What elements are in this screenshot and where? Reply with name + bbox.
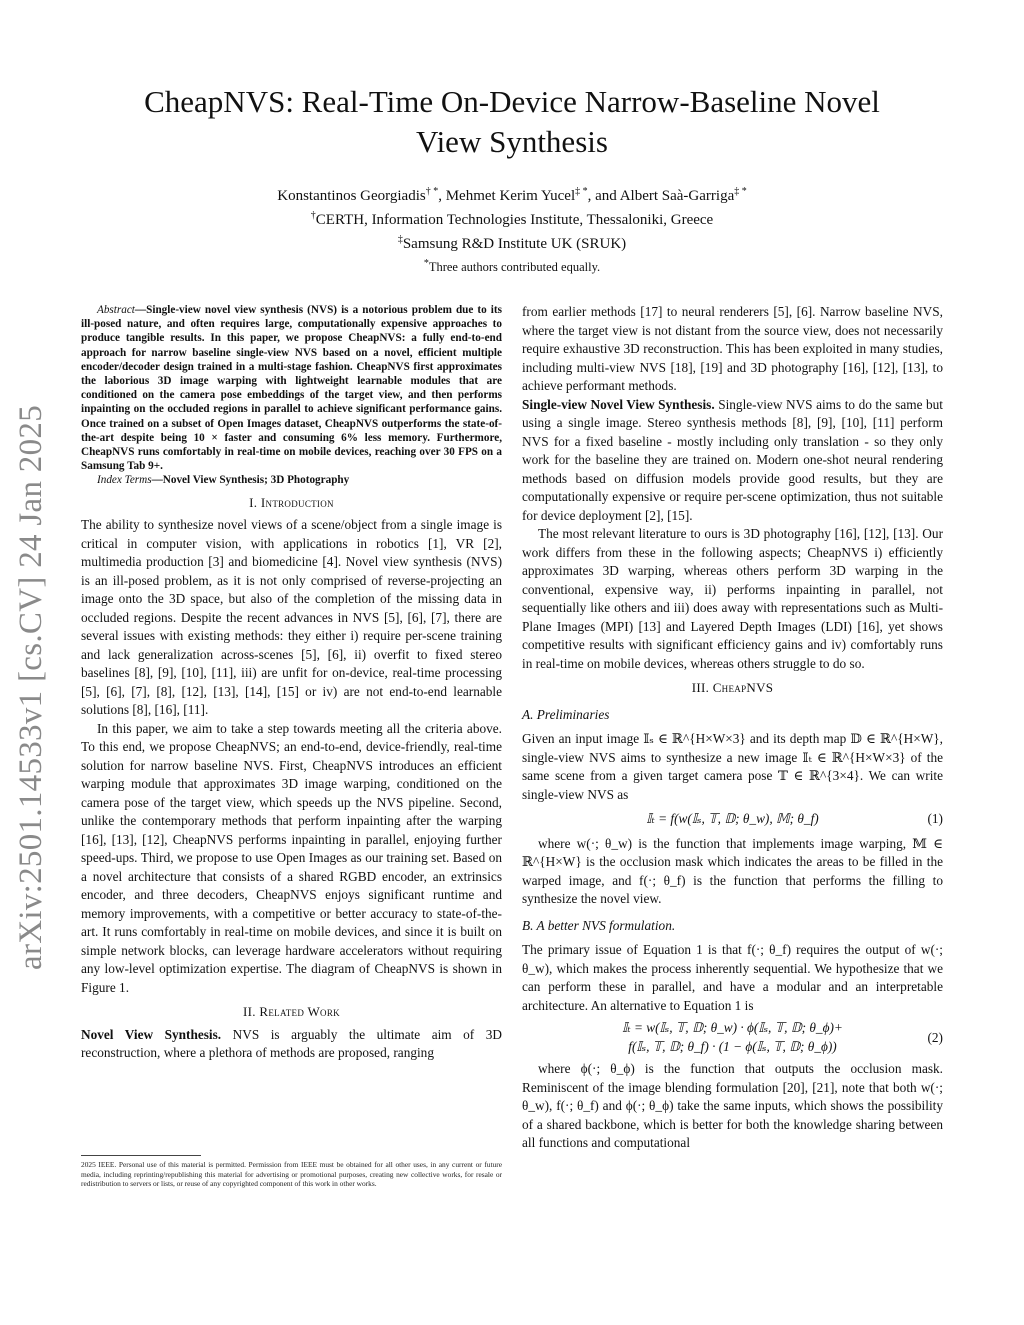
author-block [80,182,944,277]
equation-1: 𝕀ₜ = f(w(𝕀ₛ, 𝕋, 𝔻; θ_w), 𝕄; θ_f) (1) [522,810,943,829]
intro-paragraph-1: The ability to synthesize novel views of a scene/object from a single image is critical in computer vision, with applications in robotics [1], VR [2], multimedia production [3] and biomedicine [4]. Novel view synthesis (NVS) is an ill-posed problem, as it is not only comprised of reverse-projecting an image onto the 3D space, but also of the completion of the missing data in occluded regions. Despite the recent advances in NVS [5], [6], [7], there are several issues with existing methods: they either i) require per-scene training and lack generalization across-scenes [5], [6], ii) overfit to fixed stereo baselines [8], [9], [10], [11], iii) are unfit for on-device, real-time processing [5], [6], [7], [8], [12], [13], [14], [15] or iv) are not end-to-end learnable solutions [8], [16], [11]. [81,517,502,718]
left-column [81,303,502,1063]
abstract: Abstract—Single-view novel view synthesis (NVS) is a notorious problem due to its ill-posed nature, and often requires large, computationally expensive approaches to produce tangible results. In this paper, we propose CheapNVS: a fully end-to-end approach for narrow baseline single-view NVS based on a novel, efficient multiple encoder/decoder design trained in a multi-stage fashion. CheapNVS first approximates the laborious 3D image warping with lightweight learnable modules that are conditioned on the camera pose embeddings of the target view, and then performs inpainting on the occluded regions in parallel to achieve significant performance gains. Once trained on a subset of Open Images dataset, CheapNVS outperforms the state-of-the-art despite being 10 × faster and consuming 6% less memory. Furthermore, CheapNVS runs comfortably in real-time on mobile devices, reaching over 30 FPS on a Samsung Tab 9+. [81,304,502,473]
equation-1-explanation: where w(·; θ_w) is the function that implements image warping, 𝕄 ∈ ℝ^{H×W} is the occlusion mask which indicates the areas to be filled in the warped image, and f(·; θ_f) is the function that performs the filling to synthesize the novel view. [522,835,943,906]
footnote-rule [81,1155,201,1156]
affiliation-2: ‡Samsung R&D Institute UK (SRUK) [397,234,627,252]
equation-2: 𝕀ₜ = w(𝕀ₛ, 𝕋, 𝔻; θ_w) · ϕ(𝕀ₛ, 𝕋, 𝔻; θ_ϕ)+ f(𝕀ₛ, 𝕋, 𝔻; θ_f) · (1 − ϕ(𝕀ₛ, 𝕋, 𝔻; θ_ϕ)) (2) [622,1020,943,1054]
title-line-1: CheapNVS: Real-Time On-Device Narrow-Baseline Novel [144,84,880,119]
section-heading-cheapnvs: III. CheapNVS [691,680,774,695]
index-terms: Index Terms—Novel View Synthesis; 3D Photography [97,474,350,487]
subsection-preliminaries: A. Preliminaries [522,706,610,722]
related-work-paragraph-3: The most relevant literature to ours is 3D photography [16], [12], [13]. Our work differs from these in the following aspects; CheapNVS i) efficiently approximates 3D warping, whereas others perform 3D warping in the conventional, expensive way, ii) performs inpainting in parallel, not sequentially like others and iii) does away with representations such as Multi-Plane Images (MPI) [13] and Layered Depth Images (LDI) [16], yet shows competitive results with significant efficiency gains and iv) comfortably runs in real-time on mobile devices, whereas others struggle to do so. [522,526,943,671]
related-work-continuation: from earlier methods [17] to neural renderers [5], [6]. Narrow baseline NVS, where the target view is not distant from the source view, does not necessarily require exhaustive 3D reconstruction. This has been exploited in many studies, including multi-view NVS [18], [19] and 3D photography [16], [12], [13], to achieve performant methods. [522,304,943,393]
affiliation-1: †CERTH, Information Technologies Institute, Thessaloniki, Greece [310,210,714,228]
paper-title [80,82,944,162]
intro-paragraph-2: In this paper, we aim to take a step towards meeting all the criteria above. To this end, we propose CheapNVS; an end-to-end, device-friendly, real-time solution for narrow baseline NVS. First, CheapNVS introduces an efficient warping module that approximates 3D image warping, conditioned on the camera pose of the target view, which speeds up the NVS pipeline. Second, unlike the contemporary methods that perform inpainting after the warping [16], [13], [12], CheapNVS performs inpainting in parallel, enjoying further speed-ups. Third, we propose to use Open Images as our training set. Based on a novel architecture that consists of a shared RGBD encoder, an extrinsics encoder, and three decoders, CheapNVS enjoys significant runtime and memory improvements, with a competitive or better accuracy to state-of-the-art. It runs comfortably in real-time on mobile devices, and since it is built on simple network blocks, can leverage hardware accelerators without requiring any low-level optimization expertise. The diagram of CheapNVS is shown in Figure 1. [81,720,502,995]
section-heading-introduction: I. Introduction [249,494,334,510]
copyright-footnote: 2025 IEEE. Personal use of this material is permitted. Permission from IEEE must be obtained for all other uses, in any current or future media, including reprinting/republishing this material for advertising or promotional purposes, creating new collective works, for resale or redistribution to servers or lists, or reuse of any copyrighted component of this work in other works. [81,1160,502,1189]
equation-2-number: (2) [927,1030,943,1045]
preliminaries-paragraph: Given an input image 𝕀ₛ ∈ ℝ^{H×W×3} and its depth map 𝔻 ∈ ℝ^{H×W}, single-view NVS aims to synthesize a new image 𝕀ₜ ∈ ℝ^{H×W×3} of the same scene from a given target camera pose 𝕋 ∈ ℝ^{3×4}. We can write single-view NVS as [522,731,943,802]
arxiv-watermark: arXiv:2501.14533v1 [cs.CV] 24 Jan 2025 [13,404,49,970]
title-line-2: View Synthesis [416,124,608,159]
equation-1-number: (1) [927,811,943,826]
author-names: Konstantinos Georgiadis† *, Mehmet Kerim Yucel‡ *, and Albert Saà-Garriga‡ * [277,186,747,204]
subsection-better-formulation: B. A better NVS formulation. [522,917,676,933]
equation-2-explanation: where ϕ(·; θ_ϕ) is the function that outputs the occlusion mask. Reminiscent of the image blending formulation [20], [21], note that both w(·; θ_w), f(·; θ_f) and ϕ(·; θ_ϕ) take the same inputs, which shows the possibility of a shared backbone, which is better for both the knowledge sharing between all functions and computational [522,1061,943,1150]
section-heading-related-work: II. Related Work [243,1004,340,1020]
right-column [522,303,943,1153]
related-work-paragraph-2: Single-view Novel View Synthesis. Single-view NVS aims to do the same but using a single image. Stereo synthesis methods [8], [9], [10], [11] perform NVS for a fixed baseline - mostly including only translation - so they only work for the baseline they are trained on. Modern one-shot neural rendering methods based on diffusion models provide good results, but they are computationally expensive or require per-scene optimization, thus not suitable for device deployment [2], [15]. [522,396,944,523]
equal-contribution-note: *Three authors contributed equally. [423,258,601,275]
better-formulation-paragraph: The primary issue of Equation 1 is that f(·; θ_f) requires the output of w(·; θ_w), which makes the process inherently sequential. We hypothesize that we can perform these in parallel, and have a modular and an interpretable architecture. An alternative to Equation 1 is [522,942,943,1013]
related-work-paragraph-1: Novel View Synthesis. NVS is arguably the ultimate aim of 3D reconstruction, where a plethora of methods are proposed, ranging [81,1026,502,1061]
